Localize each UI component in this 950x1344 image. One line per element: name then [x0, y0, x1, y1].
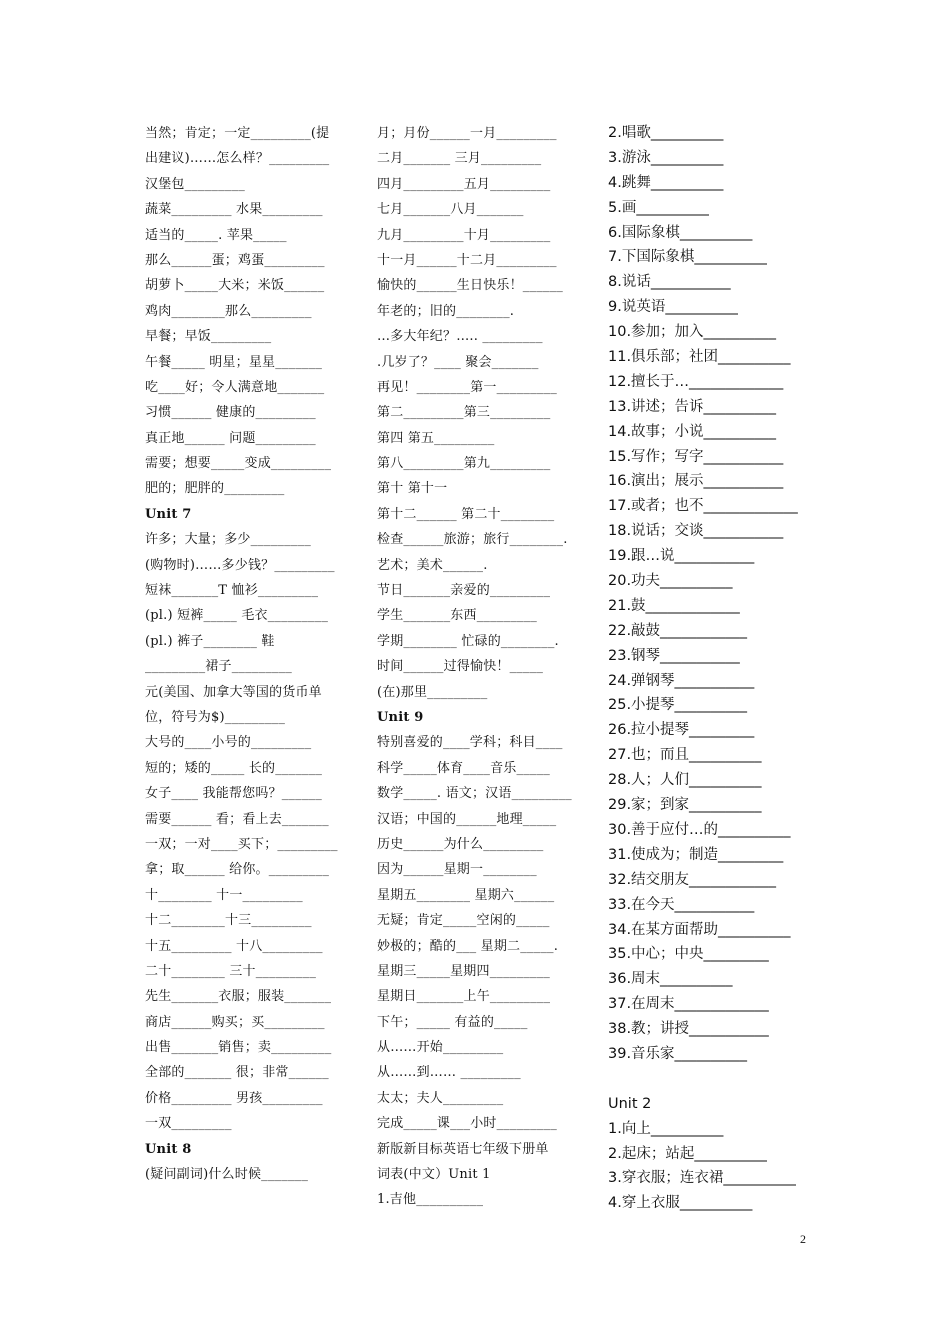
vocab-line: 妙极的；酷的___ 星期二_____. [377, 938, 559, 954]
vocab-line: 39.音乐家__________ [608, 1045, 748, 1062]
vocab-line: 11.俱乐部；社团__________ [608, 349, 791, 366]
vocab-line: 星期日_______上午_________ [377, 989, 551, 1005]
vocab-line: 1.向上__________ [608, 1120, 724, 1137]
vocab-line: 一双；一对____买下；_________ [145, 836, 338, 852]
unit-heading: Unit 2 [608, 1095, 652, 1112]
blank-line [608, 1067, 823, 1092]
vocab-line: 8.说话___________ [608, 274, 731, 291]
vocab-line: 二月_______ 三月_________ [377, 151, 542, 167]
vocab-line: 二十________ 三十_________ [145, 963, 317, 979]
vocab-line: 20.功夫__________ [608, 573, 733, 590]
vocab-line: 需要______ 看；看上去_______ [145, 811, 329, 827]
vocab-line: 4.穿上衣服__________ [608, 1195, 753, 1212]
vocab-line: 当然；肯定；一定_________(提 [145, 126, 330, 141]
vocab-line: 17.或者；也不_____________ [608, 498, 798, 515]
vocab-line: 35.中心；中央_________ [608, 946, 769, 963]
vocab-line: 价格_________ 男孩_________ [145, 1090, 323, 1106]
vocab-line: 科学_____体育____音乐_____ [377, 760, 551, 776]
column-middle [377, 121, 582, 1213]
vocab-line: 30.善于应付…的__________ [608, 821, 791, 838]
vocab-line: 出售_______销售；卖_________ [145, 1040, 332, 1056]
vocab-line: 检查______旅游；旅行________. [377, 532, 568, 548]
vocab-line: 26.拉小提琴_________ [608, 722, 755, 739]
vocab-line: 十________ 十一_________ [145, 887, 303, 903]
vocab-line: 第二_________第三_________ [377, 405, 551, 421]
vocab-line: 艺术；美术______. [377, 557, 488, 573]
vocab-line: 完成_____课___小时_________ [377, 1116, 557, 1132]
vocab-line: 历史______为什么_________ [377, 836, 544, 852]
vocab-line: 19.跟…说___________ [608, 548, 755, 565]
vocab-line: 位，符号为$)_________ [145, 709, 286, 725]
vocab-line: 月；月份______一月_________ [377, 126, 557, 141]
vocab-line: 学期________ 忙碌的________. [377, 633, 559, 649]
vocab-line: 从……到…… _________ [377, 1065, 521, 1081]
vocab-line: 星期三_____星期四_________ [377, 963, 551, 979]
vocab-line: 十一月______十二月_________ [377, 252, 557, 268]
vocab-line: 数学_____. 语文；汉语_________ [377, 786, 572, 802]
vocab-line: 大号的____小号的_________ [145, 735, 312, 751]
vocab-line: 胡萝卜_____大米；米饭______ [145, 278, 325, 294]
vocab-line: 全部的_______ 很；非常______ [145, 1065, 329, 1081]
vocab-line: …多大年纪？….. _________ [377, 329, 543, 345]
vocab-line: 许多；大量；多少_________ [145, 532, 311, 548]
vocab-line: 汉语；中国的______地理_____ [377, 811, 557, 827]
vocab-line: 2.唱歌__________ [608, 125, 724, 141]
vocab-line: 短的；矮的_____ 长的_______ [145, 760, 323, 776]
vocab-line: 34.在某方面帮助__________ [608, 921, 791, 938]
vocab-line: 学生_______东西_________ [377, 608, 537, 624]
vocab-line: 18.说话；交谈___________ [608, 523, 784, 540]
vocab-line: 31.使成为；制造_________ [608, 846, 784, 863]
vocab-line: 5.画__________ [608, 199, 709, 216]
vocab-line: 真正地______ 问题_________ [145, 430, 316, 446]
vocab-line: 出建议)……怎么样？_________ [145, 151, 330, 167]
vocab-line: 32.结交朋友____________ [608, 871, 777, 888]
vocab-line: 第四 第五_________ [377, 430, 495, 446]
vocab-line: (在)那里_________ [377, 684, 488, 700]
vocab-line: 16.演出；展示___________ [608, 473, 784, 490]
vocab-line: 25.小提琴__________ [608, 697, 748, 714]
vocab-line: 第十 第十一 [377, 481, 448, 497]
vocab-line: 十二________十三_________ [145, 913, 312, 929]
vocab-line: 先生_______衣服；服装_______ [145, 989, 332, 1005]
vocab-line: 7.下国际象棋__________ [608, 249, 767, 266]
vocab-line: 汉堡包_________ [145, 176, 245, 192]
vocab-line: 七月_______八月_______ [377, 202, 524, 218]
vocab-line: 太太；夫人_________ [377, 1090, 504, 1106]
vocab-line: 鸡肉________那么_________ [145, 303, 312, 319]
vocab-line: 从……开始_________ [377, 1040, 504, 1056]
vocab-line: 36.周末__________ [608, 971, 733, 988]
vocab-line: 那么______蛋；鸡蛋_________ [145, 252, 325, 268]
vocab-line: 习惯______ 健康的_________ [145, 405, 316, 421]
vocab-line: 13.讲述；告诉__________ [608, 398, 777, 415]
vocab-line: 15.写作；写字___________ [608, 448, 784, 465]
vocab-line: 14.故事；小说__________ [608, 423, 777, 440]
vocab-line: 3.游泳__________ [608, 149, 724, 166]
vocab-line: 需要；想要_____变成_________ [145, 456, 332, 472]
vocab-line: (疑问副词)什么时候_______ [145, 1167, 309, 1183]
vocab-line: 十五_________ 十八_________ [145, 938, 323, 954]
vocab-line: 早餐；早饭_________ [145, 329, 272, 345]
vocab-line: 节日_______亲爱的_________ [377, 583, 551, 599]
vocab-line: 蔬菜_________ 水果_________ [145, 202, 323, 218]
vocab-line: 37.在周末_____________ [608, 996, 769, 1013]
vocab-line: 商店______购买；买_________ [145, 1014, 325, 1030]
vocab-line: 4.跳舞__________ [608, 174, 724, 191]
vocab-line: 下午；_____ 有益的_____ [377, 1014, 528, 1030]
vocab-line: 肥的；肥胖的_________ [145, 481, 285, 497]
unit-heading: Unit 8 [145, 1141, 192, 1157]
vocab-line: .几岁了？____ 聚会_______ [377, 354, 539, 370]
vocab-line: 12.擅长于…_____________ [608, 373, 784, 390]
vocab-line: 23.钢琴___________ [608, 647, 740, 664]
vocab-line: 第十二______ 第二十________ [377, 506, 555, 522]
vocab-line: (购物时)……多少钱？_________ [145, 557, 335, 573]
vocab-line: 1.吉他__________ [377, 1192, 484, 1208]
vocab-line: 年老的；旧的________. [377, 303, 515, 319]
vocab-line: 特别喜爱的____学科；科目____ [377, 735, 563, 751]
vocab-line: _________裙子_________ [145, 659, 292, 675]
vocab-line: 38.教；讲授___________ [608, 1021, 769, 1038]
vocab-line: 因为______星期一________ [377, 862, 537, 878]
vocab-line: 四月_________五月_________ [377, 176, 551, 192]
vocab-line: 午餐_____ 明星；星星_______ [145, 354, 323, 370]
unit-heading: Unit 9 [377, 709, 424, 725]
vocab-line: 22.敲鼓____________ [608, 622, 748, 639]
vocab-line: 新版新目标英语七年级下册单 [377, 1141, 549, 1157]
vocab-line: 28.人；人们__________ [608, 772, 762, 789]
vocab-line: 24.弹钢琴___________ [608, 672, 755, 689]
vocab-line: 拿；取______ 给你。_________ [145, 862, 330, 878]
vocab-line: 29.家；到家__________ [608, 797, 762, 814]
vocab-line: 10.参加；加入__________ [608, 324, 777, 341]
vocab-line: 愉快的______生日快乐！______ [377, 278, 564, 294]
vocab-line: 词表(中文）Unit 1 [377, 1167, 491, 1183]
vocab-line: 第八_________第九_________ [377, 456, 551, 472]
vocab-line: 21.鼓_____________ [608, 597, 740, 614]
vocab-line: 2.起床；站起__________ [608, 1145, 767, 1162]
column-left [145, 121, 350, 1187]
vocab-line: 短袜_______T 恤衫_________ [145, 583, 319, 599]
vocab-line: 无疑；肯定_____空闲的_____ [377, 913, 550, 929]
vocab-line: 3.穿衣服；连衣裙__________ [608, 1170, 796, 1187]
vocab-line: 6.国际象棋__________ [608, 224, 753, 241]
vocab-line: 9.说英语__________ [608, 299, 738, 316]
column-right [608, 121, 823, 1216]
vocab-line: (pl.) 裤子________ 鞋 [145, 633, 275, 649]
vocab-line: 再见！________第一_________ [377, 379, 557, 395]
vocab-line: 星期五________ 星期六______ [377, 887, 555, 903]
vocab-line: 一双_________ [145, 1116, 232, 1132]
vocab-line: 元(美国、加拿大等国的货币单 [145, 684, 322, 700]
vocab-line: 适当的_____. 苹果_____ [145, 227, 287, 243]
unit-heading: Unit 7 [145, 506, 192, 522]
vocab-line: (pl.) 短裤_____ 毛衣_________ [145, 608, 329, 624]
vocab-line: 吃____好；令人满意地_______ [145, 379, 325, 395]
vocab-line: 九月_________十月_________ [377, 227, 551, 243]
vocab-line: 时间______过得愉快！_____ [377, 659, 544, 675]
vocab-line: 33.在今天___________ [608, 896, 755, 913]
vocab-line: 女子____ 我能帮您吗？______ [145, 786, 322, 802]
vocab-line: 27.也；而且__________ [608, 747, 762, 764]
page-number: 2 [800, 1232, 806, 1246]
